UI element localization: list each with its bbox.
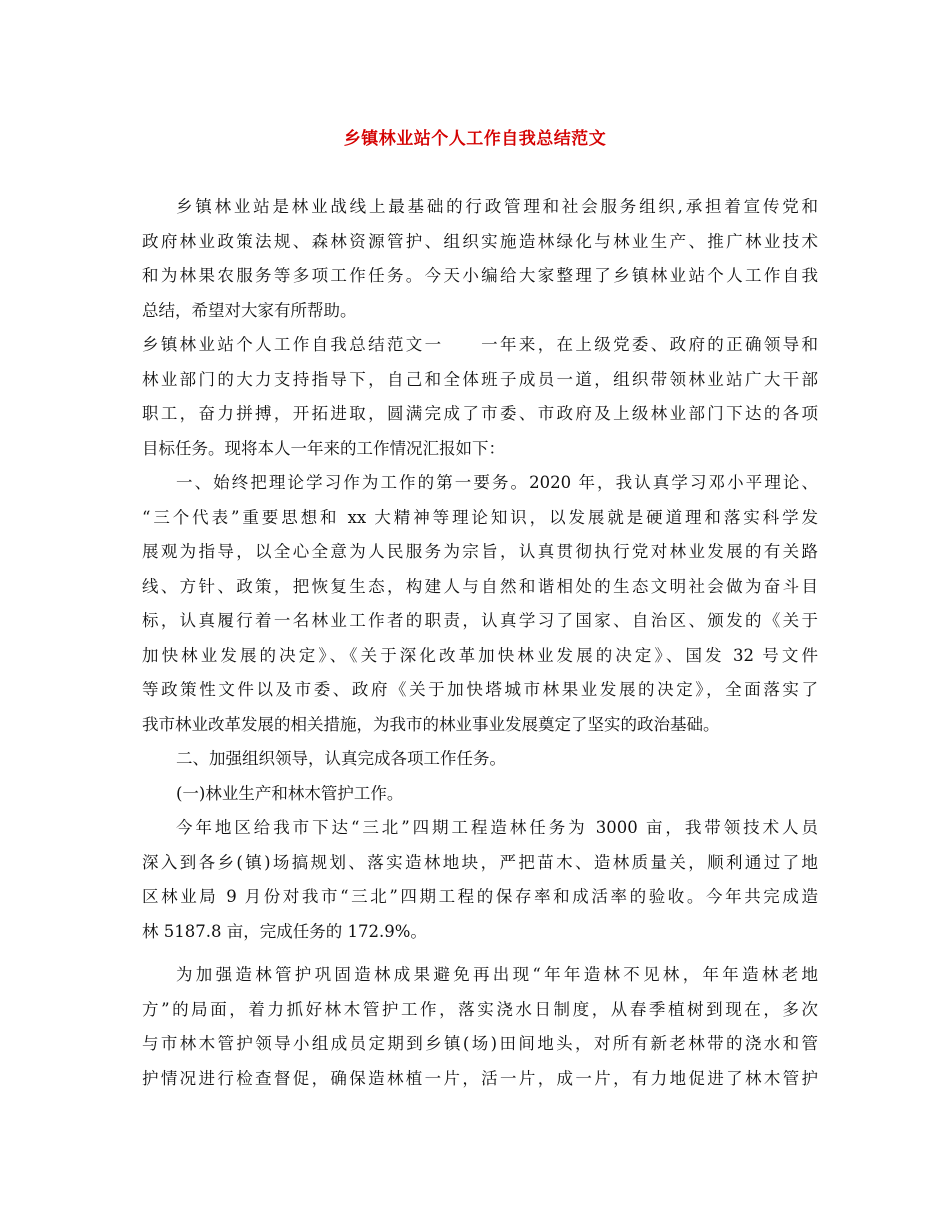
- paragraph-line: 我市林业改革发展的相关措施，为我市的林业事业发展奠定了坚实的政治基础。: [142, 714, 720, 734]
- paragraph-line: 目标任务。现将本人一年来的工作情况汇报如下：: [142, 438, 505, 458]
- document-body: [142, 190, 818, 1096]
- paragraph-line: 林 5187.8 亩，完成任务的 172.9%。: [142, 921, 427, 941]
- paragraph-line: 护情况进行检查督促，确保造林植一片，活一片，成一片，有力地促进了林木管护: [142, 1068, 818, 1088]
- paragraph-line: 标，认真履行着一名林业工作者的职责，认真学习了国家、自治区、颁发的《关于: [142, 611, 818, 630]
- paragraph-line: 等政策性文件以及市委、政府《关于加快塔城市林果业发展的决定》，全面落实了: [142, 680, 818, 699]
- paragraph-line: 政府林业政策法规、森林资源管护、组织实施造林绿化与林业生产、推广林业技术: [142, 231, 818, 251]
- paragraph-line: 和为林果农服务等多项工作任务。今天小编给大家整理了乡镇林业站个人工作自我: [142, 266, 818, 285]
- paragraph-line: 为加强造林管护巩固造林成果避免再出现“年年造林不见林，年年造林老地: [176, 965, 818, 984]
- paragraph-line: “三个代表”重要思想和 xx 大精神等理论知识，以发展就是硬道理和落实科学发: [142, 507, 818, 527]
- paragraph-line: 方”的局面，着力抓好林木管护工作，落实浇水日制度，从春季植树到现在，多次: [142, 999, 818, 1019]
- subsection-heading: (一)林业生产和林木管护工作。: [176, 783, 404, 803]
- paragraph-line: 区林业局 9 月份对我市“三北”四期工程的保存率和成活率的验收。今年共完成造: [142, 887, 818, 906]
- paragraph-line: 乡镇林业站个人工作自我总结范文一 一年来，在上级党委、政府的正确领导和: [142, 335, 818, 354]
- paragraph-line: 今年地区给我市下达“三北”四期工程造林任务为 3000 亩，我带领技术人员: [176, 818, 818, 837]
- paragraph-line: 林业部门的大力支持指导下，自己和全体班子成员一道，组织带领林业站广大干部: [142, 369, 818, 389]
- paragraph-line: 与市林木管护领导小组成员定期到乡镇(场)田间地头，对所有新老林带的浇水和管: [142, 1034, 818, 1053]
- paragraph-line: 加快林业发展的决定》、《关于深化改革加快林业发展的决定》、国发 32 号文件: [142, 645, 818, 665]
- paragraph-line: 一、始终把理论学习作为工作的第一要务。2020 年，我认真学习邓小平理论、: [176, 473, 818, 492]
- paragraph-line: 总结，希望对大家有所帮助。: [142, 300, 357, 320]
- document-title: 乡镇林业站个人工作自我总结范文: [343, 129, 607, 149]
- paragraph-line: 职工，奋力拼搏，开拓进取，圆满完成了市委、市政府及上级林业部门下达的各项: [142, 404, 818, 423]
- paragraph-line: 深入到各乡(镇)场搞规划、落实造林地块，严把苗木、造林质量关，顺利通过了地: [142, 852, 818, 872]
- paragraph-line: 乡镇林业站是林业战线上最基础的行政管理和社会服务组织,承担着宣传党和: [176, 197, 818, 216]
- section-heading: 二、加强组织领导，认真完成各项工作任务。: [176, 749, 506, 768]
- paragraph-line: 展观为指导，以全心全意为人民服务为宗旨，认真贯彻执行党对林业发展的有关路: [142, 542, 818, 561]
- paragraph-gap: [142, 949, 818, 958]
- paragraph-line: 线、方针、政策，把恢复生态，构建人与自然和谐相处的生态文明社会做为奋斗目: [142, 576, 818, 596]
